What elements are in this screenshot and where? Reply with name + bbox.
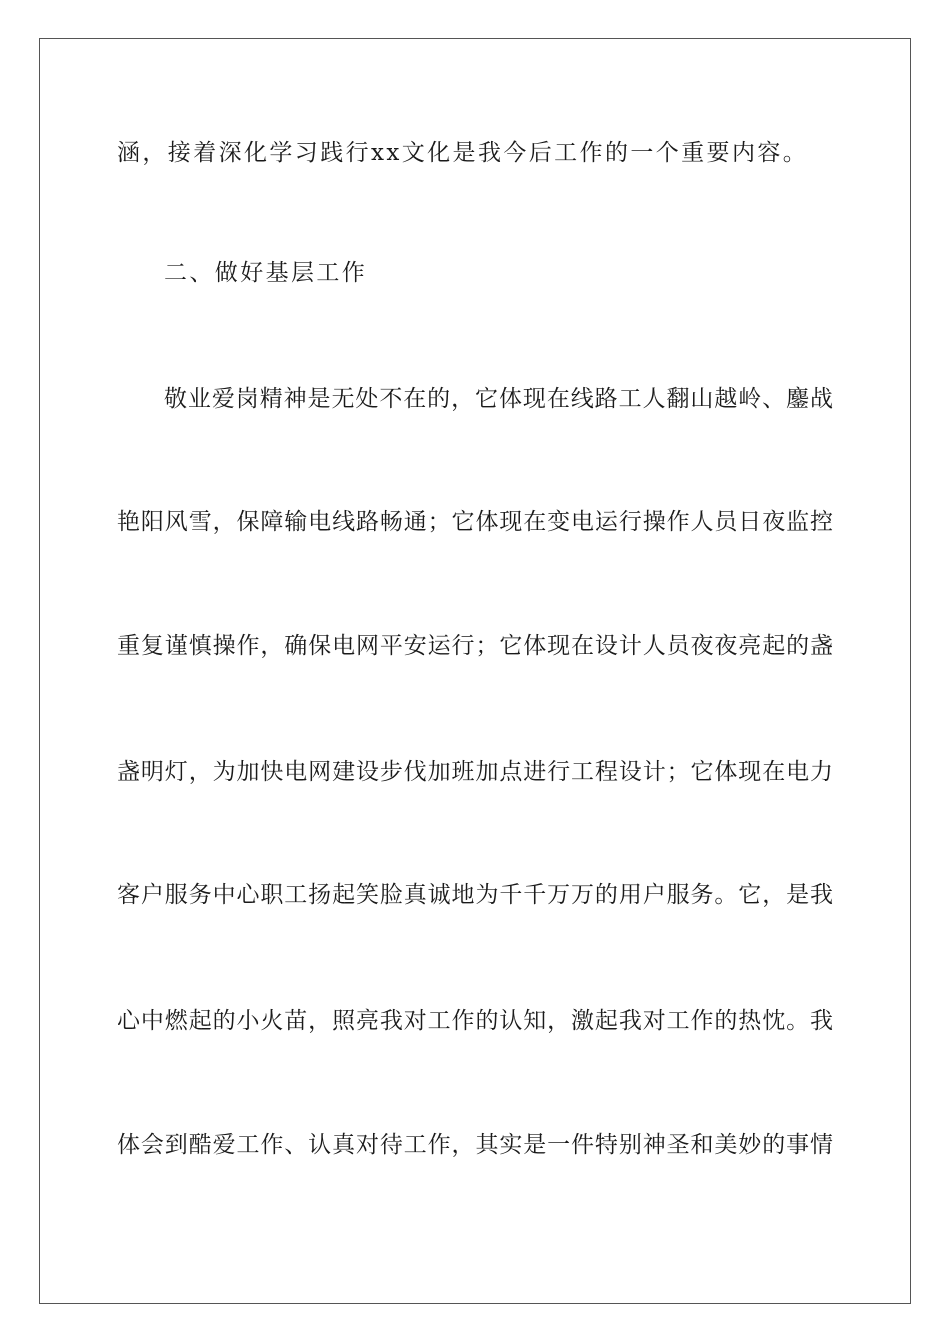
paragraph-line-3: 艳阳风雪，保障输电线路畅通；它体现在变电运行操作人员日夜监控	[117, 509, 833, 535]
section-heading: 二、做好基层工作	[164, 260, 368, 286]
paragraph-line-5: 盏明灯，为加快电网建设步伐加班加点进行工程设计；它体现在电力	[117, 759, 833, 785]
paragraph-line-4: 重复谨慎操作，确保电网平安运行；它体现在设计人员夜夜亮起的盏	[117, 633, 833, 659]
page-border	[39, 38, 911, 1304]
paragraph-line-6: 客户服务中心职工扬起笑脸真诚地为千千万万的用户服务。它，是我	[117, 882, 833, 908]
paragraph-line-8: 体会到酷爱工作、认真对待工作，其实是一件特别神圣和美妙的事情	[117, 1132, 833, 1158]
paragraph-line-2: 敬业爱岗精神是无处不在的，它体现在线路工人翻山越岭、鏖战	[164, 386, 833, 412]
paragraph-line-7: 心中燃起的小火苗，照亮我对工作的认知，激起我对工作的热忱。我	[117, 1008, 833, 1034]
paragraph-line-1: 涵，接着深化学习践行xx文化是我今后工作的一个重要内容。	[117, 140, 809, 166]
